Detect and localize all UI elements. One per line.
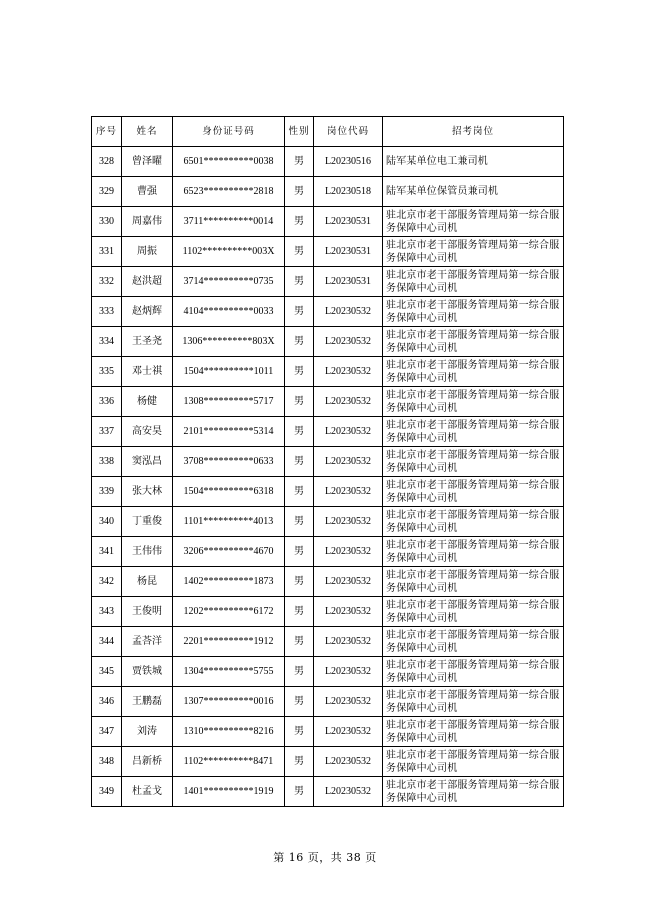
cell-name: 吕新桥 xyxy=(122,747,173,777)
table-row xyxy=(92,477,564,507)
cell-seq: 329 xyxy=(92,177,122,207)
cell-post: 驻北京市老干部服务管理局第一综合服务保障中心司机 xyxy=(383,477,564,507)
table-row xyxy=(92,567,564,597)
cell-id-number: 3708**********0633 xyxy=(173,447,285,477)
table-row xyxy=(92,357,564,387)
cell-post-code: L20230532 xyxy=(314,357,383,387)
cell-seq: 345 xyxy=(92,657,122,687)
cell-post-code: L20230532 xyxy=(314,567,383,597)
table-row xyxy=(92,777,564,807)
table-row xyxy=(92,417,564,447)
cell-id-number: 1202**********6172 xyxy=(173,597,285,627)
cell-name: 孟荅洋 xyxy=(122,627,173,657)
header-id-number: 身份证号码 xyxy=(173,117,285,147)
cell-post: 驻北京市老干部服务管理局第一综合服务保障中心司机 xyxy=(383,537,564,567)
cell-gender: 男 xyxy=(285,387,314,417)
cell-post: 驻北京市老干部服务管理局第一综合服务保障中心司机 xyxy=(383,297,564,327)
cell-gender: 男 xyxy=(285,687,314,717)
cell-seq: 347 xyxy=(92,717,122,747)
cell-id-number: 1102**********003X xyxy=(173,237,285,267)
cell-seq: 331 xyxy=(92,237,122,267)
table-row xyxy=(92,537,564,567)
cell-gender: 男 xyxy=(285,477,314,507)
cell-gender: 男 xyxy=(285,747,314,777)
cell-gender: 男 xyxy=(285,177,314,207)
table-row xyxy=(92,207,564,237)
cell-name: 丁重俊 xyxy=(122,507,173,537)
header-post-code: 岗位代码 xyxy=(314,117,383,147)
cell-post: 驻北京市老干部服务管理局第一综合服务保障中心司机 xyxy=(383,567,564,597)
cell-seq: 342 xyxy=(92,567,122,597)
cell-post-code: L20230532 xyxy=(314,747,383,777)
cell-id-number: 6501**********0038 xyxy=(173,147,285,177)
cell-name: 王圣尧 xyxy=(122,327,173,357)
cell-post-code: L20230531 xyxy=(314,237,383,267)
cell-post: 驻北京市老干部服务管理局第一综合服务保障中心司机 xyxy=(383,687,564,717)
cell-name: 杨健 xyxy=(122,387,173,417)
cell-post: 驻北京市老干部服务管理局第一综合服务保障中心司机 xyxy=(383,747,564,777)
cell-gender: 男 xyxy=(285,267,314,297)
cell-id-number: 1307**********0016 xyxy=(173,687,285,717)
cell-id-number: 1101**********4013 xyxy=(173,507,285,537)
cell-name: 邓士祺 xyxy=(122,357,173,387)
cell-seq: 344 xyxy=(92,627,122,657)
cell-post: 驻北京市老干部服务管理局第一综合服务保障中心司机 xyxy=(383,327,564,357)
table-row xyxy=(92,627,564,657)
cell-post-code: L20230531 xyxy=(314,267,383,297)
cell-name: 曾泽曜 xyxy=(122,147,173,177)
cell-post: 驻北京市老干部服务管理局第一综合服务保障中心司机 xyxy=(383,417,564,447)
table-row xyxy=(92,147,564,177)
cell-post-code: L20230531 xyxy=(314,207,383,237)
header-gender: 性别 xyxy=(285,117,314,147)
cell-post: 驻北京市老干部服务管理局第一综合服务保障中心司机 xyxy=(383,357,564,387)
cell-seq: 341 xyxy=(92,537,122,567)
cell-post-code: L20230532 xyxy=(314,477,383,507)
table-row xyxy=(92,687,564,717)
cell-id-number: 2101**********5314 xyxy=(173,417,285,447)
cell-seq: 332 xyxy=(92,267,122,297)
cell-post-code: L20230532 xyxy=(314,627,383,657)
table-row xyxy=(92,237,564,267)
table-body xyxy=(92,147,564,807)
table-row xyxy=(92,717,564,747)
cell-id-number: 3714**********0735 xyxy=(173,267,285,297)
cell-name: 贾铁城 xyxy=(122,657,173,687)
cell-id-number: 1504**********6318 xyxy=(173,477,285,507)
cell-post-code: L20230516 xyxy=(314,147,383,177)
cell-post-code: L20230532 xyxy=(314,417,383,447)
cell-seq: 334 xyxy=(92,327,122,357)
cell-gender: 男 xyxy=(285,777,314,807)
cell-post-code: L20230532 xyxy=(314,327,383,357)
cell-id-number: 2201**********1912 xyxy=(173,627,285,657)
cell-name: 王伟伟 xyxy=(122,537,173,567)
table-row xyxy=(92,327,564,357)
cell-name: 曹强 xyxy=(122,177,173,207)
cell-id-number: 1401**********1919 xyxy=(173,777,285,807)
cell-id-number: 4104**********0033 xyxy=(173,297,285,327)
cell-gender: 男 xyxy=(285,207,314,237)
cell-post: 驻北京市老干部服务管理局第一综合服务保障中心司机 xyxy=(383,267,564,297)
header-post: 招考岗位 xyxy=(383,117,564,147)
cell-gender: 男 xyxy=(285,717,314,747)
cell-name: 杜孟戈 xyxy=(122,777,173,807)
cell-name: 王俊明 xyxy=(122,597,173,627)
cell-gender: 男 xyxy=(285,597,314,627)
cell-gender: 男 xyxy=(285,147,314,177)
cell-id-number: 6523**********2818 xyxy=(173,177,285,207)
cell-name: 张大林 xyxy=(122,477,173,507)
table-row xyxy=(92,507,564,537)
cell-gender: 男 xyxy=(285,447,314,477)
cell-post: 驻北京市老干部服务管理局第一综合服务保障中心司机 xyxy=(383,387,564,417)
cell-post-code: L20230532 xyxy=(314,777,383,807)
table-row xyxy=(92,747,564,777)
header-name: 姓名 xyxy=(122,117,173,147)
header-seq: 序号 xyxy=(92,117,122,147)
cell-seq: 338 xyxy=(92,447,122,477)
cell-seq: 343 xyxy=(92,597,122,627)
cell-post-code: L20230532 xyxy=(314,387,383,417)
cell-post: 驻北京市老干部服务管理局第一综合服务保障中心司机 xyxy=(383,507,564,537)
table-row xyxy=(92,387,564,417)
cell-gender: 男 xyxy=(285,417,314,447)
cell-name: 周嘉伟 xyxy=(122,207,173,237)
cell-id-number: 1304**********5755 xyxy=(173,657,285,687)
cell-post-code: L20230532 xyxy=(314,447,383,477)
cell-gender: 男 xyxy=(285,507,314,537)
cell-name: 王鹏磊 xyxy=(122,687,173,717)
cell-post-code: L20230532 xyxy=(314,717,383,747)
cell-gender: 男 xyxy=(285,297,314,327)
table-header-row xyxy=(92,117,564,147)
cell-gender: 男 xyxy=(285,357,314,387)
cell-name: 高安昊 xyxy=(122,417,173,447)
cell-gender: 男 xyxy=(285,627,314,657)
cell-seq: 348 xyxy=(92,747,122,777)
cell-gender: 男 xyxy=(285,567,314,597)
cell-id-number: 1310**********8216 xyxy=(173,717,285,747)
cell-post: 驻北京市老干部服务管理局第一综合服务保障中心司机 xyxy=(383,597,564,627)
cell-seq: 335 xyxy=(92,357,122,387)
cell-post: 驻北京市老干部服务管理局第一综合服务保障中心司机 xyxy=(383,717,564,747)
cell-seq: 346 xyxy=(92,687,122,717)
cell-gender: 男 xyxy=(285,657,314,687)
table-row xyxy=(92,447,564,477)
cell-id-number: 1504**********1011 xyxy=(173,357,285,387)
cell-post-code: L20230532 xyxy=(314,687,383,717)
cell-post-code: L20230532 xyxy=(314,597,383,627)
cell-post: 陆军某单位保管员兼司机 xyxy=(383,177,564,207)
cell-name: 周振 xyxy=(122,237,173,267)
table-row xyxy=(92,177,564,207)
cell-name: 窦泓昌 xyxy=(122,447,173,477)
cell-post-code: L20230532 xyxy=(314,507,383,537)
cell-seq: 339 xyxy=(92,477,122,507)
cell-post: 驻北京市老干部服务管理局第一综合服务保障中心司机 xyxy=(383,237,564,267)
cell-id-number: 1102**********8471 xyxy=(173,747,285,777)
cell-post-code: L20230518 xyxy=(314,177,383,207)
cell-name: 杨昆 xyxy=(122,567,173,597)
cell-seq: 336 xyxy=(92,387,122,417)
cell-gender: 男 xyxy=(285,327,314,357)
cell-name: 刘涛 xyxy=(122,717,173,747)
cell-post: 驻北京市老干部服务管理局第一综合服务保障中心司机 xyxy=(383,657,564,687)
cell-post: 驻北京市老干部服务管理局第一综合服务保障中心司机 xyxy=(383,447,564,477)
cell-seq: 337 xyxy=(92,417,122,447)
roster-table xyxy=(91,116,564,807)
cell-id-number: 3711**********0014 xyxy=(173,207,285,237)
cell-gender: 男 xyxy=(285,237,314,267)
cell-id-number: 3206**********4670 xyxy=(173,537,285,567)
cell-post: 驻北京市老干部服务管理局第一综合服务保障中心司机 xyxy=(383,627,564,657)
cell-post: 陆军某单位电工兼司机 xyxy=(383,147,564,177)
cell-id-number: 1308**********5717 xyxy=(173,387,285,417)
cell-post-code: L20230532 xyxy=(314,297,383,327)
cell-post-code: L20230532 xyxy=(314,657,383,687)
cell-id-number: 1402**********1873 xyxy=(173,567,285,597)
table-row xyxy=(92,597,564,627)
table-row xyxy=(92,297,564,327)
cell-seq: 340 xyxy=(92,507,122,537)
cell-seq: 333 xyxy=(92,297,122,327)
table-row xyxy=(92,267,564,297)
cell-name: 赵炳辉 xyxy=(122,297,173,327)
cell-seq: 330 xyxy=(92,207,122,237)
cell-seq: 349 xyxy=(92,777,122,807)
cell-name: 赵洪超 xyxy=(122,267,173,297)
cell-post: 驻北京市老干部服务管理局第一综合服务保障中心司机 xyxy=(383,777,564,807)
cell-seq: 328 xyxy=(92,147,122,177)
cell-post: 驻北京市老干部服务管理局第一综合服务保障中心司机 xyxy=(383,207,564,237)
cell-id-number: 1306**********803X xyxy=(173,327,285,357)
cell-gender: 男 xyxy=(285,537,314,567)
page-footer: 第 16 页，共 38 页 xyxy=(273,851,377,864)
table-row xyxy=(92,657,564,687)
cell-post-code: L20230532 xyxy=(314,537,383,567)
